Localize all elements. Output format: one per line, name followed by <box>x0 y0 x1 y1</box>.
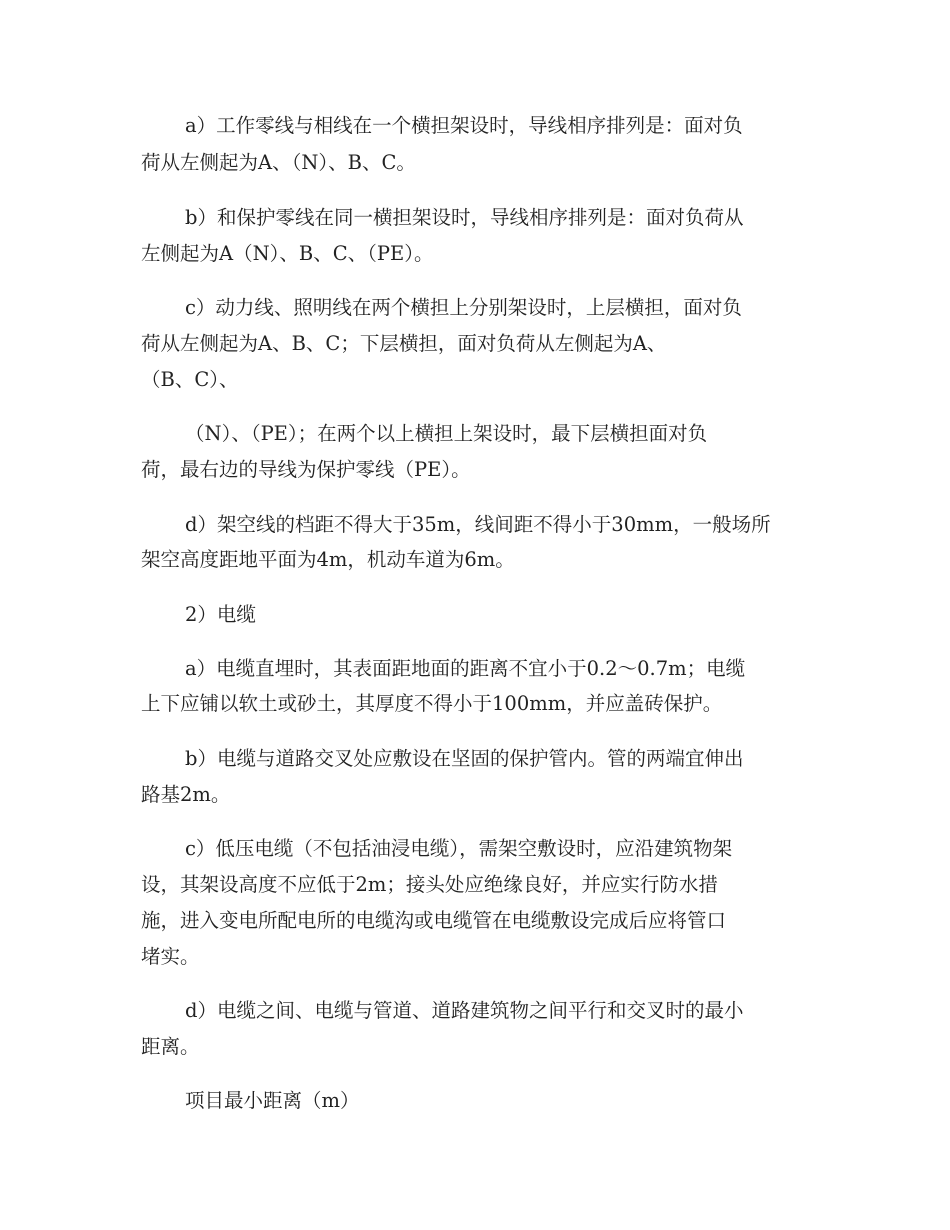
paragraph-b1-line-1: b）和保护零线在同一横担架设时，导线相序排列是：面对负荷从 <box>185 206 744 229</box>
paragraph-c1-line-3: （B、C）、 <box>141 368 239 391</box>
paragraph-b1-line-2: 左侧起为A（N）、B、C、（PE）。 <box>141 242 434 265</box>
paragraph-c3-line-4: 堵实。 <box>141 945 200 968</box>
paragraph-c1-line-1: c）动力线、照明线在两个横担上分别架设时，上层横担，面对负 <box>185 296 742 319</box>
paragraph-c3-line-3: 施，进入变电所配电所的电缆沟或电缆管在电缆敷设完成后应将管口 <box>141 909 727 932</box>
paragraph-a2-line-2: 上下应铺以软土或砂土，其厚度不得小于100mm，并应盖砖保护。 <box>141 692 723 715</box>
paragraph-a1-line-2: 荷从左侧起为A、（N）、B、C。 <box>141 151 416 174</box>
paragraph-c1-line-2: 荷从左侧起为A、B、C；下层横担，面对负荷从左侧起为A、 <box>141 332 667 355</box>
paragraph-b2-line-2: 路基2m。 <box>141 783 231 806</box>
paragraph-d1-line-1: d）架空线的档距不得大于35m，线间距不得小于30mm，一般场所 <box>185 513 771 536</box>
paragraph-a2-line-1: a）电缆直埋时，其表面距地面的距离不宜小于0.2～0.7m；电缆 <box>185 657 746 680</box>
paragraph-d1-line-2: 架空高度距地平面为4m，机动车道为6m。 <box>141 548 515 571</box>
paragraph-d2-line-2: 距离。 <box>141 1035 200 1058</box>
table-caption: 项目最小距离（m） <box>185 1089 360 1112</box>
paragraph-b2-line-1: b）电缆与道路交叉处应敷设在坚固的保护管内。管的两端宜伸出 <box>185 747 744 770</box>
paragraph-c3-line-2: 设，其架设高度不应低于2m；接头处应绝缘良好，并应实行防水措 <box>141 873 718 896</box>
paragraph-c2-line-1: （N）、（PE）；在两个以上横担上架设时，最下层横担面对负 <box>185 422 708 445</box>
section-heading-cable: 2）电缆 <box>185 603 256 626</box>
paragraph-d2-line-1: d）电缆之间、电缆与管道、道路建筑物之间平行和交叉时的最小 <box>185 999 744 1022</box>
paragraph-a1-line-1: a）工作零线与相线在一个横担架设时，导线相序排列是：面对负 <box>185 114 743 137</box>
paragraph-c2-line-2: 荷，最右边的导线为保护零线（PE）。 <box>141 458 471 481</box>
paragraph-c3-line-1: c）低压电缆（不包括油浸电缆），需架空敷设时，应沿建筑物架 <box>185 837 733 860</box>
